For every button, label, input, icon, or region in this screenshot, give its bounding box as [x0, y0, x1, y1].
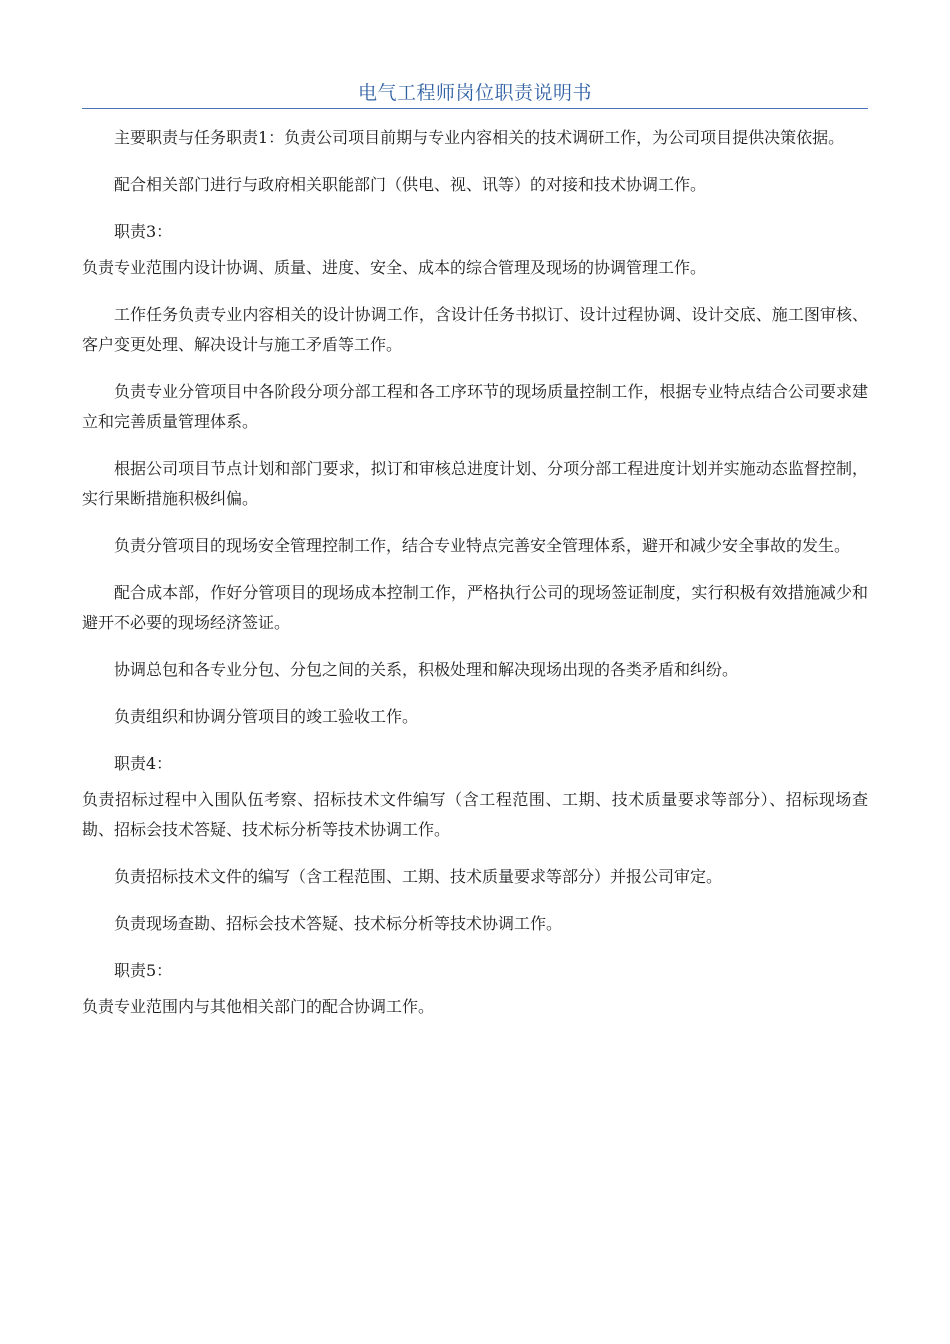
paragraph-site-survey: 负责现场查勘、招标会技术答疑、技术标分析等技术协调工作。 — [114, 914, 563, 933]
document-title: 电气工程师岗位职责说明书 — [357, 82, 592, 104]
document-body — [82, 123, 868, 1022]
paragraph-duty-5-summary: 负责专业范围内与其他相关部门的配合协调工作。 — [82, 997, 435, 1016]
paragraph-coordination: 配合相关部门进行与政府相关职能部门（供电、视、讯等）的对接和技术协调工作。 — [114, 175, 707, 194]
paragraph-quality-control: 负责专业分管项目中各阶段分项分部工程和各工序环节的现场质量控制工作，根据专业特点结合公司要求建立和完善质量管理体系。 — [82, 382, 868, 431]
heading-duty-5: 职责5： — [114, 961, 173, 980]
paragraph-duty-4-summary: 负责招标过程中入围队伍考察、招标技术文件编写（含工程范围、工期、技术质量要求等部分）、招标现场查勘、招标会技术答疑、技术标分析等技术协调工作。 — [82, 790, 868, 839]
document-page — [82, 78, 868, 1039]
paragraph-design-coordination: 工作任务负责专业内容相关的设计协调工作，含设计任务书拟订、设计过程协调、设计交底、施工图审核、客户变更处理、解决设计与施工矛盾等工作。 — [82, 305, 868, 354]
heading-duty-4: 职责4： — [114, 754, 173, 773]
paragraph-acceptance: 负责组织和协调分管项目的竣工验收工作。 — [114, 707, 419, 726]
paragraph-cost-control: 配合成本部，作好分管项目的现场成本控制工作，严格执行公司的现场签证制度，实行积极有效措施减少和避开不必要的现场经济签证。 — [82, 583, 868, 632]
paragraph-tender-documents: 负责招标技术文件的编写（含工程范围、工期、技术质量要求等部分）并报公司审定。 — [114, 867, 723, 886]
paragraph-duty-3-summary: 负责专业范围内设计协调、质量、进度、安全、成本的综合管理及现场的协调管理工作。 — [82, 258, 707, 277]
paragraph-schedule-control: 根据公司项目节点计划和部门要求，拟订和审核总进度计划、分项分部工程进度计划并实施动态监督控制，实行果断措施积极纠偏。 — [82, 459, 868, 508]
heading-duty-3: 职责3： — [114, 222, 173, 241]
title-underline — [82, 108, 868, 109]
paragraph-duty-1: 主要职责与任务职责1：负责公司项目前期与专业内容相关的技术调研工作，为公司项目提供决策依据。 — [114, 128, 845, 147]
paragraph-safety-control: 负责分管项目的现场安全管理控制工作，结合专业特点完善安全管理体系，避开和减少安全事故的发生。 — [114, 536, 851, 555]
paragraph-subcontractor-coordination: 协调总包和各专业分包、分包之间的关系，积极处理和解决现场出现的各类矛盾和纠纷。 — [114, 660, 739, 679]
